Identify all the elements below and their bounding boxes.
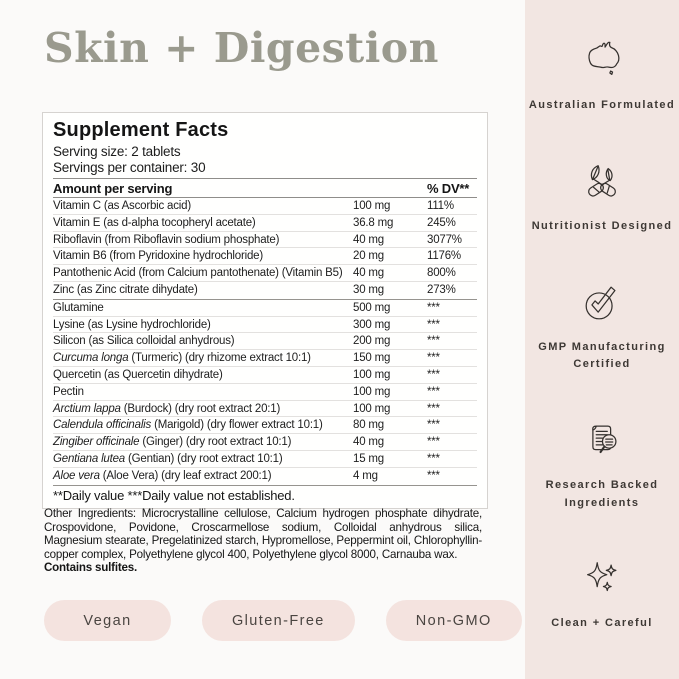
- supplement-facts-panel: [42, 112, 488, 509]
- ingredient-amount: 40 mg: [353, 233, 384, 246]
- ingredient-dv: 1176%: [427, 250, 461, 263]
- table-row: [53, 451, 477, 468]
- feature-australian-formulated: [527, 38, 677, 115]
- contains-sulfites-note: Contains sulfites.: [44, 561, 138, 574]
- ingredient-amount: 30 mg: [353, 283, 384, 296]
- table-row: [53, 367, 477, 384]
- nutrients-section: [53, 198, 477, 299]
- features-sidebar: [525, 0, 679, 679]
- ingredient-amount: 40 mg: [353, 436, 384, 449]
- ingredient-name: Silicon (as Silica colloidal anhydrous): [53, 335, 235, 348]
- ingredient-dv: ***: [427, 318, 440, 331]
- ingredient-amount: 15 mg: [353, 452, 384, 465]
- table-row: [53, 401, 477, 418]
- feature-gmp-certified: [527, 280, 677, 374]
- ingredient-name: Curcuma longa (Turmeric) (dry rhizome extract 10:1): [53, 352, 311, 365]
- column-amount-per-serving: Amount per serving: [53, 180, 173, 196]
- ingredient-dv: ***: [427, 436, 440, 449]
- ingredient-dv: ***: [427, 368, 440, 381]
- badge-non-gmo: Non-GMO: [386, 600, 522, 641]
- daily-value-footnote: **Daily value ***Daily value not established.: [53, 485, 477, 506]
- table-row: [53, 300, 477, 317]
- table-row: [53, 282, 477, 299]
- ingredient-name: Quercetin (as Quercetin dihydrate): [53, 368, 223, 381]
- serving-size: Serving size: 2 tablets: [53, 144, 181, 159]
- feature-research-backed: [527, 418, 677, 512]
- ingredient-amount: 500 mg: [353, 301, 391, 314]
- feature-clean-careful: [527, 556, 677, 633]
- ingredient-name: Zinc (as Zinc citrate dihydate): [53, 283, 198, 296]
- feature-nutritionist-designed: [527, 159, 677, 236]
- feature-label: GMP Manufacturing Certified: [538, 340, 666, 371]
- ingredient-name: Pectin: [53, 385, 84, 398]
- ingredient-amount: 200 mg: [353, 335, 391, 348]
- ingredient-dv: 3077%: [427, 233, 462, 246]
- ingredient-name: Lysine (as Lysine hydrochloride): [53, 318, 211, 331]
- ingredient-dv: ***: [427, 419, 440, 432]
- feature-label: Clean + Careful: [551, 617, 653, 630]
- ingredient-dv: 800%: [427, 267, 456, 280]
- table-header: [53, 178, 477, 198]
- ingredient-name: Calendula officinalis (Marigold) (dry flower extract 10:1): [53, 419, 323, 432]
- feature-label: Nutritionist Designed: [531, 219, 673, 232]
- ingredient-name: Vitamin E (as d-alpha tocopheryl acetate): [53, 216, 256, 229]
- ingredient-amount: 150 mg: [353, 352, 391, 365]
- ingredient-name: Vitamin B6 (from Pyridoxine hydrochloride): [53, 250, 263, 263]
- ingredient-amount: 100 mg: [353, 200, 391, 212]
- ingredient-dv: ***: [427, 335, 440, 348]
- table-row: [53, 417, 477, 434]
- ingredient-name: Arctium lappa (Burdock) (dry root extract 20:1): [53, 402, 281, 415]
- ingredient-name: Zingiber officinale (Ginger) (dry root extract 10:1): [53, 436, 292, 449]
- ingredient-dv: ***: [427, 385, 440, 398]
- ingredient-dv: 273%: [427, 283, 456, 296]
- page-title: Skin + Digestion: [44, 24, 439, 72]
- ingredient-name: Aloe vera (Aloe Vera) (dry leaf extract 200:1): [53, 469, 272, 482]
- badge-vegan: Vegan: [44, 600, 171, 641]
- document-magnifier-icon: [579, 418, 625, 464]
- ingredient-name: Glutamine: [53, 301, 104, 314]
- ingredient-name: Gentiana lutea (Gentian) (dry root extract 10:1): [53, 452, 283, 465]
- ingredient-dv: ***: [427, 452, 440, 465]
- australia-map-icon: [579, 38, 625, 84]
- table-row: [53, 198, 477, 215]
- ingredient-name: Pantothenic Acid (from Calcium pantothenate) (Vitamin B5): [53, 267, 343, 280]
- badge-gluten-free: Gluten-Free: [202, 600, 355, 641]
- ingredient-amount: 40 mg: [353, 267, 384, 280]
- panel-title: Supplement Facts: [53, 119, 229, 141]
- actives-section: [53, 300, 477, 485]
- ingredient-dv: ***: [427, 352, 440, 365]
- feature-label: Research Backed Ingredients: [545, 478, 659, 509]
- badge-row: [44, 600, 522, 641]
- ingredient-dv: 245%: [427, 216, 456, 229]
- sparkles-icon: [579, 556, 625, 602]
- table-row: [53, 333, 477, 350]
- ingredient-dv: ***: [427, 402, 440, 415]
- leaf-capsules-icon: [579, 159, 625, 205]
- other-ingredients: [44, 507, 482, 575]
- table-row: [53, 350, 477, 367]
- column-dv: % DV**: [427, 180, 470, 196]
- other-ingredients-text: Other Ingredients: Microcrystalline cellulose, Calcium hydrogen phosphate dihydrate, Crospovidone, Povidone, Croscarmellose sodium, Colloidal anhydrous silica, Magnesium stearate, Pregelatinized starch, Hypromellose, Peppermint oil, Chlorophyllin- copper complex, Polyethylene glycol 400, Polyethylene glycol 8000, Carnauba wax.: [44, 507, 482, 561]
- feature-label: Australian Formulated: [528, 99, 676, 111]
- ingredient-amount: 4 mg: [353, 469, 378, 482]
- table-row: [53, 384, 477, 401]
- table-row: [53, 317, 477, 334]
- ingredient-amount: 20 mg: [353, 250, 384, 263]
- ingredient-dv: 111%: [427, 200, 454, 212]
- ingredient-amount: 80 mg: [353, 419, 384, 432]
- ingredient-amount: 300 mg: [353, 318, 391, 331]
- check-circle-icon: [579, 280, 625, 326]
- ingredient-dv: ***: [427, 301, 440, 314]
- ingredient-dv: ***: [427, 469, 440, 482]
- ingredient-amount: 100 mg: [353, 402, 391, 415]
- ingredient-amount: 36.8 mg: [353, 216, 394, 229]
- ingredient-name: Riboflavin (from Riboflavin sodium phosphate): [53, 233, 280, 246]
- table-row: [53, 215, 477, 232]
- table-row: [53, 265, 477, 282]
- table-row: [53, 434, 477, 451]
- table-row: [53, 468, 477, 485]
- table-row: [53, 232, 477, 249]
- table-row: [53, 248, 477, 265]
- column-spacer: [353, 181, 427, 196]
- ingredient-amount: 100 mg: [353, 368, 391, 381]
- ingredient-amount: 100 mg: [353, 385, 391, 398]
- ingredient-name: Vitamin C (as Ascorbic acid): [53, 200, 191, 212]
- servings-per-container: Servings per container: 30: [53, 159, 206, 175]
